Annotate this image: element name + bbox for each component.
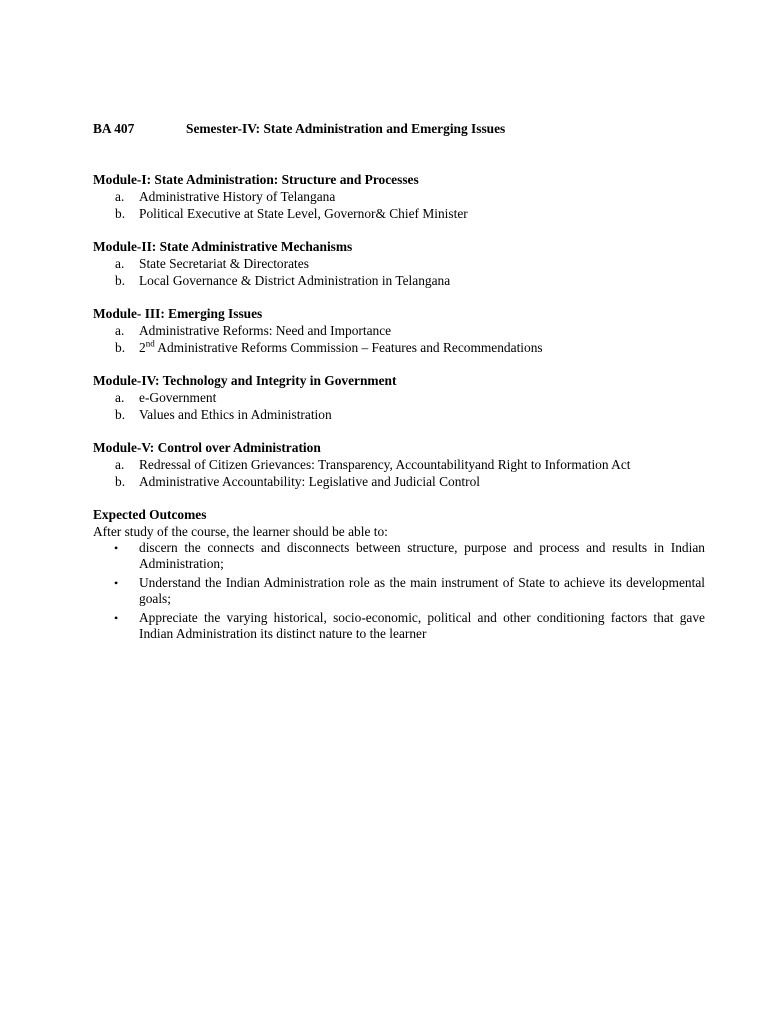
item-text: Administrative Reforms Commission – Features and Recommendations bbox=[154, 340, 543, 355]
course-title: Semester-IV: State Administration and Emerging Issues bbox=[186, 121, 506, 136]
item-marker: b. bbox=[115, 340, 126, 355]
bullet-icon: • bbox=[114, 576, 119, 590]
item-marker: b. bbox=[115, 273, 126, 288]
module-items bbox=[93, 456, 705, 490]
module-1 bbox=[93, 172, 705, 222]
bullet-icon: • bbox=[114, 611, 119, 625]
item-text: Redressal of Citizen Grievances: Transparency, Accountabilityand Right to Information Act bbox=[139, 457, 631, 472]
outcome-item bbox=[93, 610, 705, 642]
item-text: Administrative Reforms: Need and Importance bbox=[139, 323, 392, 338]
module-4 bbox=[93, 373, 705, 423]
item-text: Administrative Accountability: Legislative and Judicial Control bbox=[139, 474, 481, 489]
item-ordinal-number: 2 bbox=[139, 340, 146, 355]
outcome-item bbox=[93, 575, 705, 607]
course-header bbox=[93, 120, 705, 138]
item-marker: a. bbox=[115, 256, 125, 271]
module-3 bbox=[93, 306, 705, 356]
item-text: Values and Ethics in Administration bbox=[139, 407, 332, 422]
outcomes-intro: After study of the course, the learner should be able to: bbox=[93, 524, 388, 539]
module-items bbox=[93, 188, 705, 222]
outcome-text: discern the connects and disconnects between structure, purpose and process and results in Indian Administration; bbox=[139, 540, 705, 571]
outcomes-title: Expected Outcomes bbox=[93, 507, 207, 522]
module-title: Module-V: Control over Administration bbox=[93, 440, 321, 455]
syllabus-page bbox=[93, 120, 705, 645]
module-item bbox=[93, 272, 705, 289]
outcome-item bbox=[93, 540, 705, 572]
item-marker: a. bbox=[115, 390, 125, 405]
module-item bbox=[93, 339, 705, 356]
item-text: Administrative History of Telangana bbox=[139, 189, 336, 204]
item-marker: a. bbox=[115, 189, 125, 204]
module-title: Module-IV: Technology and Integrity in Government bbox=[93, 373, 397, 388]
module-items bbox=[93, 322, 705, 356]
item-marker: b. bbox=[115, 407, 126, 422]
item-marker: a. bbox=[115, 457, 125, 472]
module-items bbox=[93, 255, 705, 289]
item-text: Political Executive at State Level, Governor& Chief Minister bbox=[139, 206, 468, 221]
module-items bbox=[93, 389, 705, 423]
module-item bbox=[93, 406, 705, 423]
module-item bbox=[93, 255, 705, 272]
item-marker: a. bbox=[115, 323, 125, 338]
module-item bbox=[93, 322, 705, 339]
item-text: e-Government bbox=[139, 390, 217, 405]
module-item bbox=[93, 188, 705, 205]
outcome-text: Appreciate the varying historical, socio-economic, political and other conditioning factors that gave Indian Administration its distinct nature to the learner bbox=[139, 610, 705, 641]
item-marker: b. bbox=[115, 206, 126, 221]
module-title: Module-II: State Administrative Mechanisms bbox=[93, 239, 353, 254]
module-5 bbox=[93, 440, 705, 490]
module-item bbox=[93, 389, 705, 406]
module-item bbox=[93, 205, 705, 222]
bullet-icon: • bbox=[114, 541, 119, 555]
outcomes-list bbox=[93, 540, 705, 642]
module-title: Module- III: Emerging Issues bbox=[93, 306, 263, 321]
item-text: Local Governance & District Administration in Telangana bbox=[139, 273, 451, 288]
item-marker: b. bbox=[115, 474, 126, 489]
module-item bbox=[93, 473, 705, 490]
expected-outcomes bbox=[93, 506, 705, 642]
course-code: BA 407 bbox=[93, 121, 135, 136]
outcome-text: Understand the Indian Administration role as the main instrument of State to achieve its developmental goals; bbox=[139, 575, 705, 606]
item-ordinal-suffix: nd bbox=[145, 338, 155, 349]
item-text: State Secretariat & Directorates bbox=[139, 256, 309, 271]
module-title: Module-I: State Administration: Structure and Processes bbox=[93, 172, 419, 187]
module-2 bbox=[93, 239, 705, 289]
module-item bbox=[93, 456, 705, 473]
